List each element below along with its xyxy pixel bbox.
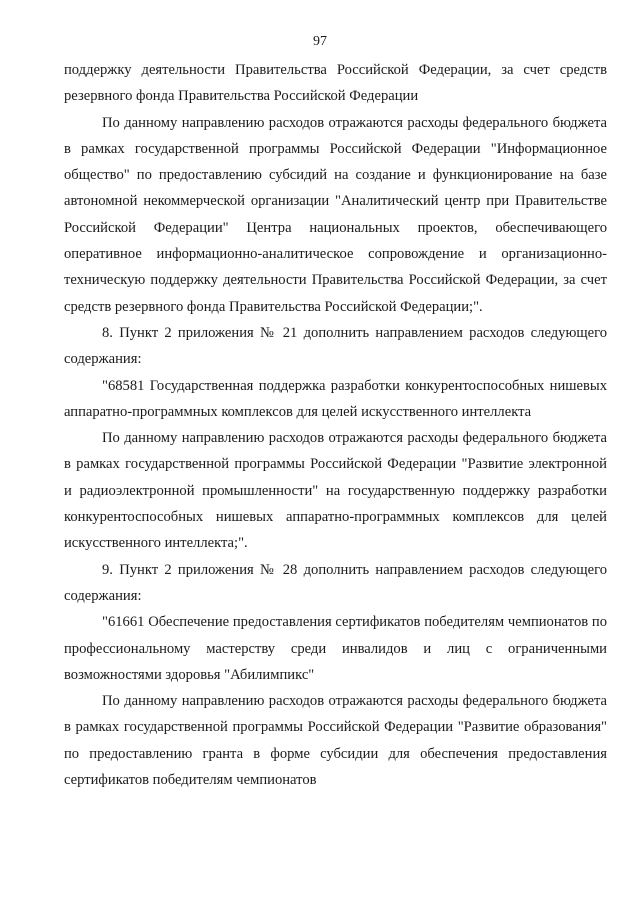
paragraph-expense-description-information-society: По данному направлению расходов отражаются расходы федерального бюджета в рамках государственной программы Российской Федерации "Информационное общество" по предоставлению субсидий на создание и функционирование на базе автономной некоммерческой организации "Аналитический центр при Правительстве Российской Федерации" Центра национальных проектов, обеспечивающего оперативное информационно-аналитическое сопровождение и организационно-техническую поддержку деятельности Правительства Российской Федерации, за счет средств резервного фонда Правительства Российской Федерации;". xyxy=(64,114,607,315)
paragraph-continuation: поддержку деятельности Правительства Российской Федерации, за счет средств резервного фонда Правительства Российской Федерации xyxy=(64,62,607,105)
paragraph-expense-code-68581: "68581 Государственная поддержка разработки конкурентоспособных нишевых аппаратно-программных комплексов для целей искусственного интеллекта xyxy=(64,377,607,420)
paragraph-expense-description-education: По данному направлению расходов отражаются расходы федерального бюджета в рамках государственной программы Российской Федерации "Развитие образования" по предоставлению гранта в форме субсидии для обеспечения предоставления сертификатов победителям чемпионатов xyxy=(64,693,607,789)
paragraph-item-9: 9. Пункт 2 приложения № 28 дополнить направлением расходов следующего содержания: xyxy=(64,561,607,604)
document-body xyxy=(64,57,607,793)
page-number: 97 xyxy=(313,34,327,49)
paragraph-item-8: 8. Пункт 2 приложения № 21 дополнить направлением расходов следующего содержания: xyxy=(64,324,607,368)
paragraph-expense-code-61661: "61661 Обеспечение предоставления сертификатов победителям чемпионатов по профессиональному мастерству среди инвалидов и лиц с ограниченными возможностями здоровья "Абилимпикс" xyxy=(64,614,607,683)
paragraph-expense-description-electronics: По данному направлению расходов отражаются расходы федерального бюджета в рамках государственной программы Российской Федерации "Развитие электронной и радиоэлектронной промышленности" на государственную поддержку разработки конкурентоспособных нишевых аппаратно-программных комплексов для целей искусственного интеллекта;". xyxy=(64,430,607,552)
